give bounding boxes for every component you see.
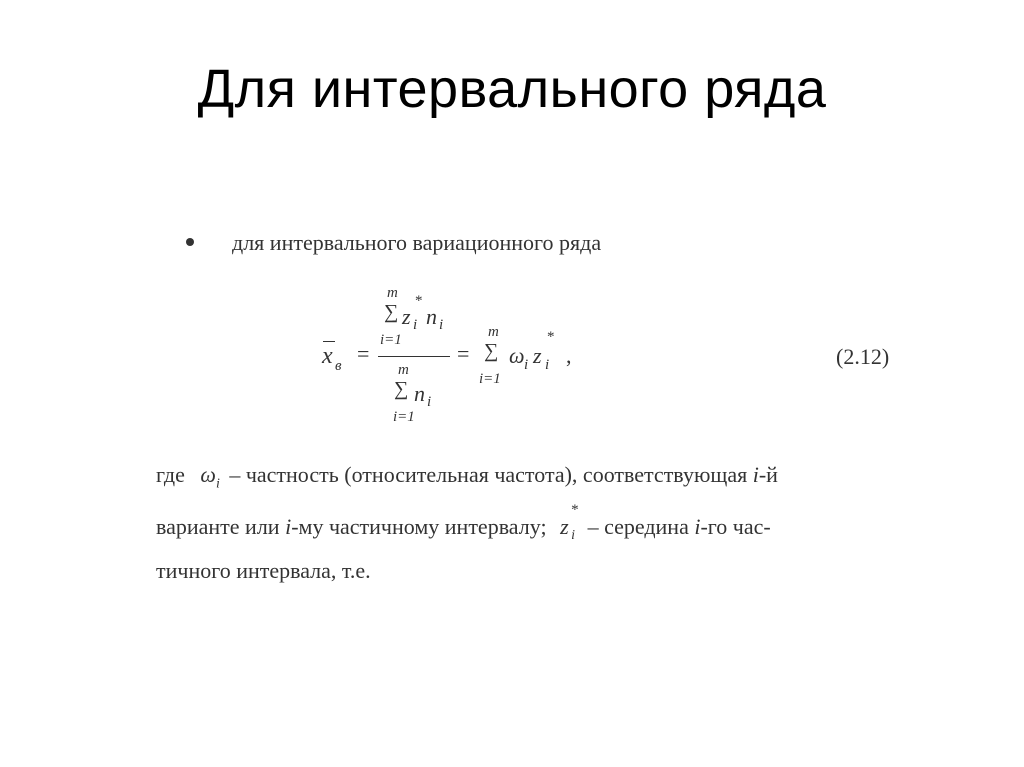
- denominator-lower-limit: i=1: [393, 409, 415, 425]
- denominator-n: n: [414, 381, 425, 406]
- line1-omega-index: i: [215, 476, 220, 492]
- line2-text-c: -му частичному интервалу;: [291, 514, 547, 539]
- rhs-sum-icon: ∑: [484, 340, 499, 362]
- numerator-upper-limit: m: [387, 285, 398, 301]
- paragraph-line-3: тичного интервала, т.е.: [156, 558, 371, 583]
- formula-comma: ,: [566, 343, 572, 368]
- paragraph-line-1: [156, 462, 778, 492]
- denominator-sum-icon: ∑: [394, 378, 409, 400]
- rhs-star: *: [547, 329, 555, 345]
- rhs-omega: ω: [509, 343, 525, 368]
- rhs-lower-limit: i=1: [479, 371, 501, 387]
- line2-text-d: – середина: [587, 514, 689, 539]
- denominator-upper-limit: m: [398, 362, 409, 378]
- rhs-z-index: i: [545, 357, 550, 373]
- line1-text-a: где: [156, 462, 185, 487]
- numerator-lower-limit: i=1: [380, 332, 402, 348]
- formula-equals-1: =: [357, 341, 370, 366]
- rhs-z: z: [533, 343, 542, 368]
- denominator-n-index: i: [427, 394, 432, 410]
- numerator-n-index: i: [439, 317, 444, 333]
- line1-text-d: -й: [758, 462, 778, 487]
- line1-text-b: – частность (относительная частота), соответствующая: [229, 462, 748, 487]
- rhs-omega-index: i: [524, 357, 529, 373]
- numerator-z-index: i: [413, 317, 418, 333]
- line2-index-i: i: [285, 514, 292, 539]
- formula-equals-2: =: [457, 341, 470, 366]
- line2-star: *: [571, 502, 579, 518]
- line1-index-i: i: [752, 462, 759, 487]
- numerator-n: n: [426, 304, 437, 329]
- line2-text-f: -го час-: [700, 514, 771, 539]
- bullet-text: для интервального вариационного ряда: [232, 230, 602, 255]
- numerator-z: z: [402, 304, 411, 329]
- formula-lhs-symbol: x: [322, 343, 333, 369]
- line1-omega: ω: [200, 462, 216, 487]
- line2-index-i-2: i: [694, 514, 701, 539]
- formula-lhs-subscript: в: [335, 358, 342, 374]
- line2-z: z: [560, 514, 569, 539]
- equation-number: (2.12): [836, 344, 890, 369]
- fraction-line: [378, 356, 450, 357]
- paragraph-line-2: [156, 502, 771, 543]
- rhs-upper-limit: m: [488, 324, 499, 340]
- line2-text-a: варианте или: [156, 514, 280, 539]
- numerator-sum-icon: ∑: [384, 301, 399, 323]
- line2-z-star: [560, 502, 582, 543]
- line2-z-index: i: [571, 528, 575, 543]
- formula-lhs-bar: [323, 341, 335, 342]
- numerator-star: *: [415, 293, 423, 309]
- slide-title: Для интервального ряда: [197, 59, 827, 119]
